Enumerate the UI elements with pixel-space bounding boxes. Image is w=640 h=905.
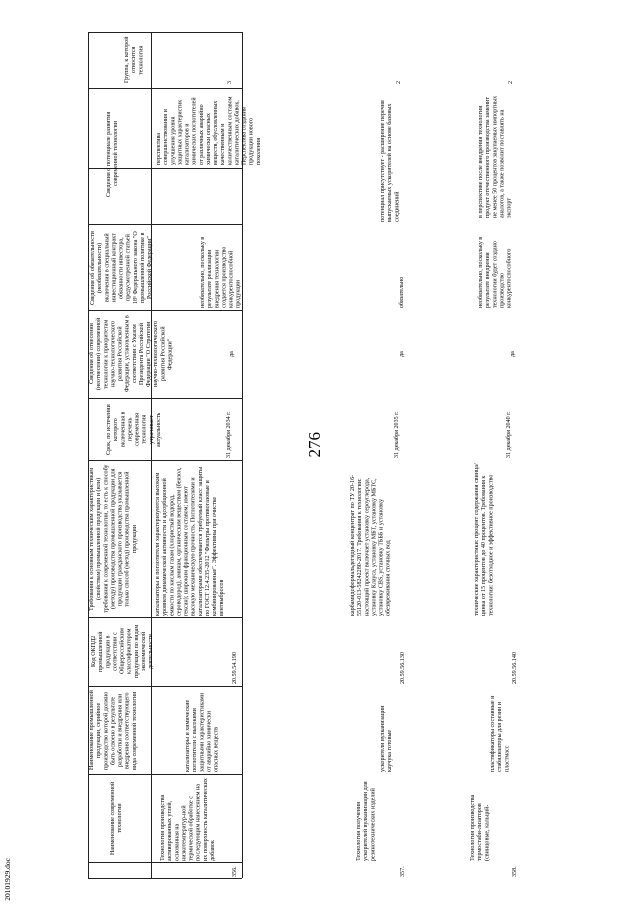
col-divider xyxy=(88,460,242,461)
col-divider xyxy=(88,617,242,618)
col-divider xyxy=(88,862,242,863)
header-potential: Сведения о потенциале развития современной технологии xyxy=(106,111,120,197)
row-358-tech-name: Технология производства термостаби-лизаторов (свинцовые, кальций- xyxy=(470,794,491,861)
header-product: Наименование промышленной продукции, серийное производство которой должно быть освоено в результате разработки и внедрения или внедрения соответствующего вида современной технологии xyxy=(89,690,138,771)
table-border-top xyxy=(88,32,242,33)
col-divider xyxy=(88,398,242,399)
row-356-no: 356. xyxy=(232,866,238,877)
row-356-product: катализаторы и химические поглотители с высокими защитными характеристиками от аварийно химически опасных веществ xyxy=(185,692,220,772)
row-356-mandatory: необязательно, поскольку в результате реализации внедрения технологии создается производство конкурентоспособной продукции xyxy=(200,236,242,308)
row-358-deadline: 31 декабря 2040 г. xyxy=(506,411,512,458)
header-deadline: Срок, по истечении которого включенная в перечень современная технология утрачивает актуальность xyxy=(106,404,162,455)
header-group: Группа, к которой относится технология xyxy=(124,36,145,84)
row-358-no: 358. xyxy=(512,866,518,877)
row-divider xyxy=(151,32,152,878)
row-357-potential: потенциал присутствует - расширение перечня выпускаемых ускорителей на основе базовых соединений xyxy=(380,100,401,222)
col-divider xyxy=(88,310,242,311)
row-358-group: 2 xyxy=(508,80,514,84)
row-357-requirements: карбамидоформальдегидный концентрат по ТУ 20-16-55120-013-58242280-2017. Требования к технологии: настоящий проект включает установку сероуглерода, установку Клауса, установку МБТ, установку МБТС, установку CBS, установку ТБББ и установку обезвреживания сточных вод xyxy=(350,474,392,616)
row-357-product: ускорители вулканизации каучука готовые xyxy=(380,705,394,772)
row-356-potential: перспектива совершенствования и улучшения уровня защитных характеристик катализаторов и химических поглотителей от различных аварийно химически опасных веществ, обусловленных качественным и количественным составом каталитических добавок. Перспектива создания продукции нового поколения xyxy=(156,96,262,165)
col-divider xyxy=(88,774,242,775)
row-356-deadline: 31 декабря 2034 г. xyxy=(226,411,232,458)
header-okpd2: Код ОКПД2 промышленной продукции в соответствии с Общероссийским классификатором продукции по видам экономической деятельности xyxy=(91,624,154,679)
row-357-deadline: 31 декабря 2035 г. xyxy=(394,411,400,458)
row-356-group: 3 xyxy=(227,80,233,84)
col-divider xyxy=(88,88,242,89)
row-356-priority: да xyxy=(229,351,235,357)
col-divider xyxy=(88,686,242,687)
col-divider xyxy=(88,224,242,225)
header-row-no xyxy=(110,864,140,876)
row-357-no: 357. xyxy=(400,866,406,877)
row-358-product: пластификаторы составные и стабилизаторы для резин и пластмасс xyxy=(490,695,511,772)
row-357-mandatory: обязательно xyxy=(399,276,405,308)
row-358-mandatory: необязательно, поскольку в результате внедрения технологии будет создано производство конкурентоспособного xyxy=(478,236,513,308)
header-priority: Сведения об отнесении (неотнесении) современной технологии к приоритетам научно-технологического развития Российской Федерации, установленным в соответствии с Указом Президента Российской Федерации "О Стратегии научно-технологического развития Российской Федерации" xyxy=(89,315,174,393)
row-357-group: 2 xyxy=(396,80,402,84)
row-358-potential: в перспективе после внедрения технологии продукт отечественного производства заменит не менее 50 процентов закупаемых импортных аналогов, а также позволит поставлять на экспорт xyxy=(478,95,513,218)
row-358-requirements: технические характеристики: процент содержания свинца/цинка от 15 процентов до 40 процентов. Требования к технологии: безотходное и эффективное производство xyxy=(474,463,495,616)
header-requirements: Требования к основным техническим характеристикам (свойствам) промышленной продукции и (или) требования к современной технологии, то есть к способу (методу) производства промышленной продукции для продукции гражданского производства указывается только способ (метод) производства промышленной продукции xyxy=(89,464,138,614)
row-356-requirements: катализаторы и поглотители характеризуются высоким уровнем динамической активности и адсорбционной емкости по кислым газам (хлористый водород, сероводород), аминам, органическим веществам (бензол, гексан); широким фракционным составом; имеют высокую механическую прочность. Поглотителями и катализаторами обеспечивается требуемый класс защиты по ГОСТ 12.4.235-2012 "Фильтры противогазовые и комбинированные". Эффективны при очистке вентвыбросов xyxy=(155,466,226,616)
row-357-tech-name: Технология получения ускорителей вулканизации для резинотехнических изделий xyxy=(356,781,377,861)
row-357-okpd2: 20.59.56.130 xyxy=(400,652,406,684)
row-358-okpd2: 20.59.56.140 xyxy=(512,652,518,684)
header-mandatory: Сведения об обязательности (необязательности) включения в специальный инвестиционный контракт обязанности инвестора, предусмотренной статьей 18¹ Федерального закона "О промышленной политике в Российской Федерации" xyxy=(90,231,153,305)
row-358-priority: да xyxy=(510,351,516,357)
row-356-tech-name: Технология производства активированных углей, основанная на низкотемператур-ной термической обработке с последующим нанесением на их поверхность каталитических добавок xyxy=(160,778,216,861)
document-filename: 20101929.doc xyxy=(3,858,12,901)
page-number: 276 xyxy=(305,432,324,458)
header-tech-name: Наименование современной технологии xyxy=(110,781,124,855)
table-border-bottom xyxy=(88,878,242,879)
row-356-okpd2: 20.59.54.190 xyxy=(232,652,238,684)
row-357-priority: да xyxy=(399,351,405,357)
